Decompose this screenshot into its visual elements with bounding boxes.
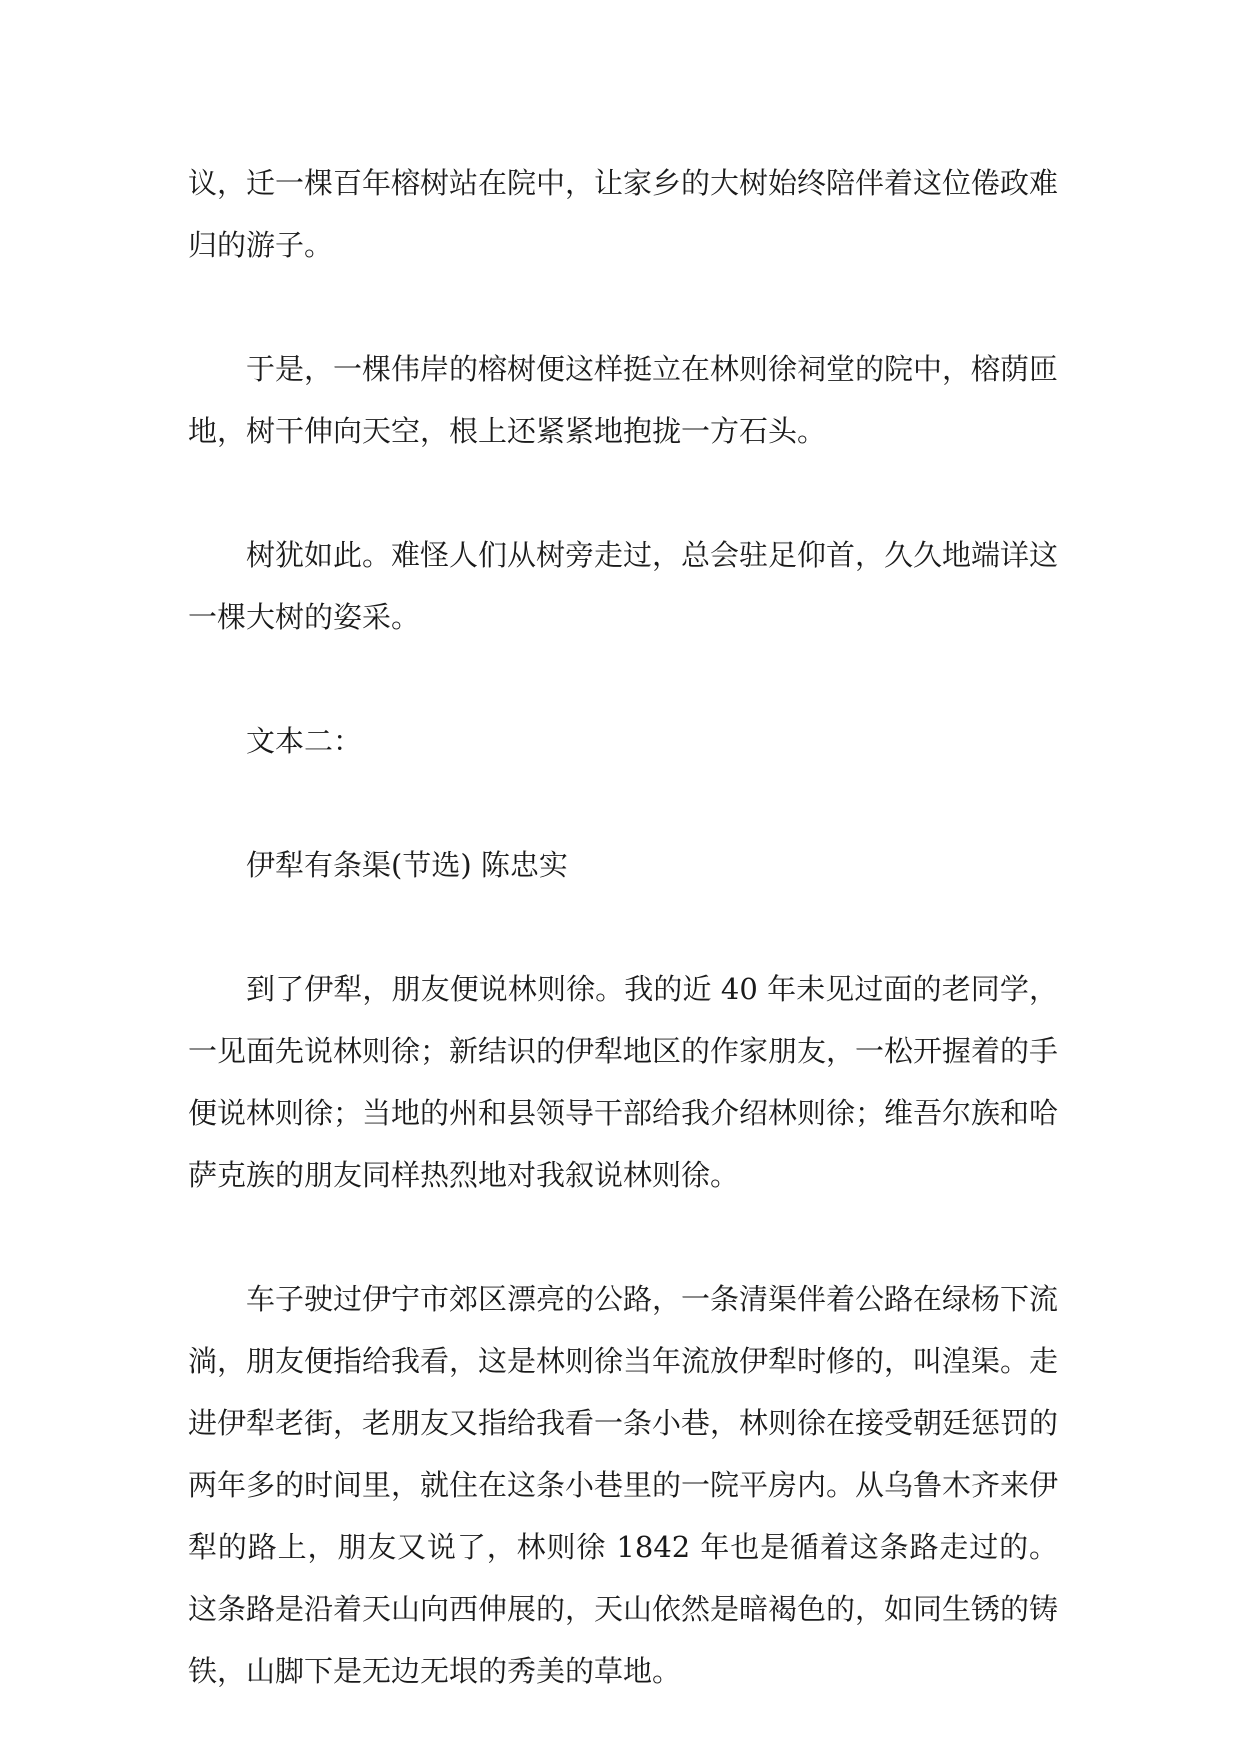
document-body <box>188 152 1058 1764</box>
paragraph-banyan-tree: 于是，一棵伟岸的榕树便这样挺立在林则徐祠堂的院中，榕荫匝地，树干伸向天空，根上还紧紧地抱拢一方石头。 <box>188 352 1059 448</box>
article-title-author: 伊犁有条渠(节选) 陈忠实 <box>246 848 568 882</box>
paragraph-continued: 议，迁一棵百年榕树站在院中，让家乡的大树始终陪伴着这位倦政难归的游子。 <box>188 166 1059 262</box>
paragraph-tree-admired: 树犹如此。难怪人们从树旁走过，总会驻足仰首，久久地端详这一棵大树的姿采。 <box>188 538 1059 634</box>
paragraph-arrival-yili: 到了伊犁，朋友便说林则徐。我的近 40 年未见过面的老同学，一见面先说林则徐；新结识的伊犁地区的作家朋友，一松开握着的手便说林则徐；当地的州和县领导干部给我介绍林则徐；维吾尔族和哈萨克族的朋友同样热烈地对我叙说林则徐。 <box>188 972 1059 1192</box>
section-heading-text-two: 文本二： <box>246 724 363 758</box>
paragraph-canal-road: 车子驶过伊宁市郊区漂亮的公路，一条清渠伴着公路在绿杨下流淌，朋友便指给我看，这是林则徐当年流放伊犁时修的，叫湟渠。走进伊犁老街，老朋友又指给我看一条小巷，林则徐在接受朝廷惩罚的两年多的时间里，就住在这条小巷里的一院平房内。从乌鲁木齐来伊犁的路上，朋友又说了，林则徐 1842 年也是循着这条路走过的。这条路是沿着天山向西伸展的，天山依然是暗褐色的，如同生锈的铸铁，山脚下是无边无垠的秀美的草地。 <box>188 1282 1059 1688</box>
